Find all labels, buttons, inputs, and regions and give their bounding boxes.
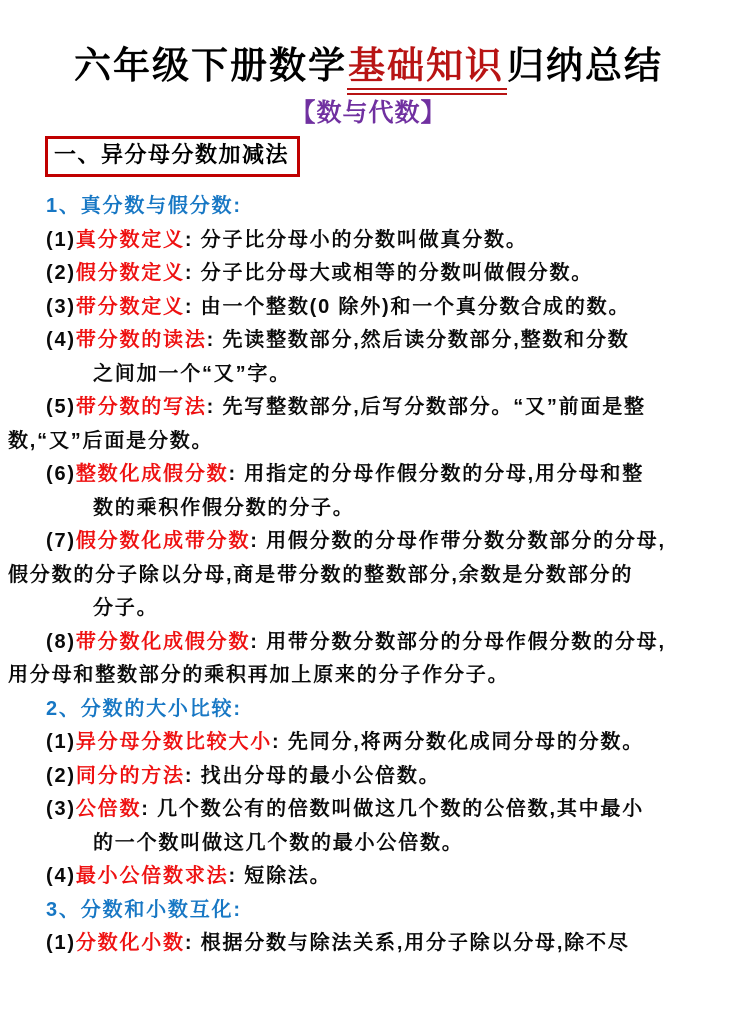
content-line	[0, 559, 737, 593]
content-line	[0, 425, 737, 459]
body-text: 假分数的分子除以分母,商是带分数的整数部分,余数是分数部分的	[8, 563, 634, 586]
content-line	[0, 391, 737, 425]
term-label: 带分数化成假分数	[75, 630, 251, 653]
body-text: 分子。	[93, 597, 159, 619]
term-label: 带分数的读法	[75, 329, 207, 351]
item-number: (5)	[46, 396, 76, 418]
item-number: (6)	[46, 463, 76, 485]
item-number: (2)	[46, 262, 76, 284]
item-number: (4)	[46, 329, 76, 351]
item-number: (7)	[46, 530, 76, 552]
body-text: : 几个数公有的倍数叫做这几个数的公倍数,其中最小	[141, 798, 645, 820]
body-text: : 找出分母的最小公倍数。	[184, 764, 441, 787]
term-label: 异分母分数比较大小	[75, 731, 273, 753]
title-highlight: 基础知识	[347, 45, 507, 95]
body-text: : 先同分,将两分数化成同分母的分数。	[272, 731, 645, 753]
content-line	[0, 793, 737, 827]
subheading-line: 2、分数的大小比较:	[46, 697, 242, 720]
subtitle: 【数与代数】	[290, 99, 447, 127]
content-line	[0, 927, 737, 961]
term-label: 分数化小数	[75, 932, 185, 954]
content-line	[0, 760, 737, 794]
content-line	[0, 525, 737, 559]
body-text: 数的乘积作假分数的分子。	[93, 496, 355, 519]
term-label: 带分数定义	[75, 295, 185, 318]
subheading-line: 1、真分数与假分数:	[46, 195, 242, 217]
item-number: (3)	[46, 295, 76, 318]
item-number: (3)	[46, 798, 76, 820]
term-label: 带分数的写法	[75, 396, 207, 418]
body-text: : 用带分数分数部分的分母作假分数的分母,	[250, 630, 666, 653]
content-line	[0, 726, 737, 760]
content-line	[0, 659, 737, 693]
content-line	[0, 492, 737, 526]
subheading-line: 3、分数和小数互化:	[46, 898, 242, 921]
item-number: (1)	[46, 731, 76, 753]
body-text: : 先写整数部分,后写分数部分。“又”前面是整	[206, 396, 646, 418]
term-label: 最小公倍数求法	[75, 865, 229, 887]
content-line	[0, 458, 737, 492]
term-label: 假分数化成带分数	[75, 530, 251, 552]
content-line	[0, 827, 737, 861]
item-number: (2)	[46, 764, 76, 787]
title-prefix: 六年级下册数学	[74, 45, 347, 86]
term-label: 假分数定义	[75, 262, 185, 284]
term-label: 同分的方法	[75, 764, 185, 787]
content-line	[0, 257, 737, 291]
item-number: (4)	[46, 865, 76, 887]
body-text: : 分子比分母小的分数叫做真分数。	[184, 228, 528, 251]
content-line	[0, 324, 737, 358]
term-label: 真分数定义	[75, 228, 185, 251]
page-title	[0, 44, 737, 88]
body-text: : 由一个整数(0 除外)和一个真分数合成的数。	[184, 295, 631, 318]
content-line	[0, 592, 737, 626]
body-text: : 用指定的分母作假分数的分母,用分母和整	[228, 463, 645, 485]
content-line	[0, 291, 737, 325]
content-line	[0, 860, 737, 894]
body-text: 的一个数叫做这几个数的最小公倍数。	[93, 831, 464, 854]
body-text: : 根据分数与除法关系,用分子除以分母,除不尽	[184, 932, 630, 954]
content-line	[0, 358, 737, 392]
term-label: 公倍数	[75, 798, 142, 820]
content-line	[0, 626, 737, 660]
item-number: (1)	[46, 228, 76, 251]
content-area	[0, 190, 737, 961]
body-text: 用分母和整数部分的乘积再加上原来的分子作分子。	[8, 664, 510, 686]
item-number: (8)	[46, 630, 76, 653]
body-text: 之间加一个“又”字。	[93, 362, 291, 385]
body-text: : 先读整数部分,然后读分数部分,整数和分数	[206, 329, 630, 351]
section-heading-box: 一、异分母分数加减法	[45, 136, 300, 177]
term-label: 整数化成假分数	[75, 463, 229, 485]
item-number: (1)	[46, 932, 76, 954]
body-text: : 用假分数的分母作带分数分数部分的分母,	[250, 530, 666, 552]
body-text: : 短除法。	[228, 865, 332, 887]
content-line	[0, 224, 737, 258]
section-heading-row	[0, 136, 737, 182]
body-text: : 分子比分母大或相等的分数叫做假分数。	[184, 262, 594, 284]
body-text: 数,“又”后面是分数。	[8, 429, 214, 452]
title-suffix: 归纳总结	[507, 45, 663, 86]
